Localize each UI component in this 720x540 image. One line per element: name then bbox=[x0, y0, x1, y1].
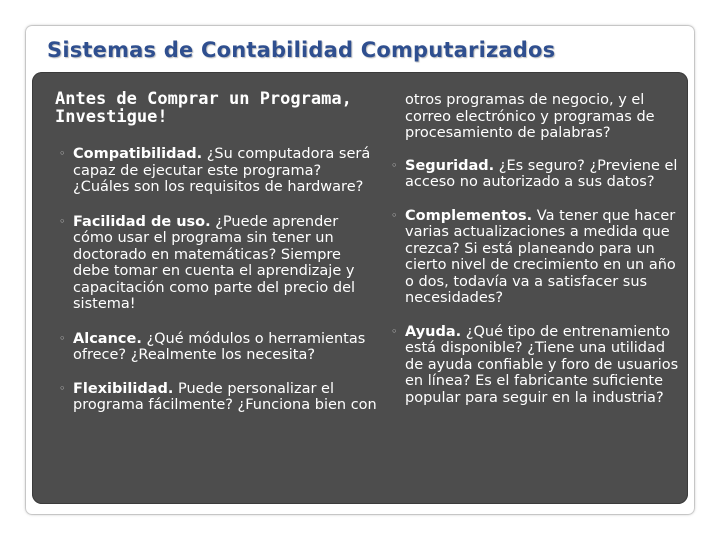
item-term: Flexibilidad. bbox=[73, 380, 174, 397]
bullet-icon: ◦ bbox=[391, 208, 398, 222]
left-column bbox=[55, 90, 380, 414]
item-text: Puede personalizar el programa fácilmente? ¿Funciona bien con bbox=[73, 380, 377, 413]
bullet-icon: ◦ bbox=[391, 158, 398, 172]
list-item-alcance bbox=[55, 331, 380, 364]
bullet-icon: ◦ bbox=[391, 324, 398, 338]
item-text: ¿Qué módulos o herramientas ofrece? ¿Realmente los necesita? bbox=[73, 330, 366, 363]
slide-title: Sistemas de Contabilidad Computarizados bbox=[47, 38, 556, 62]
content-panel bbox=[32, 72, 688, 504]
list-item-complementos bbox=[387, 208, 687, 307]
item-text: Va tener que hacer varias actualizaciones a medida que crezca? Si está planeando para un cierto nivel de crecimiento en un año o dos, todavía va a satisfacer sus necesidades? bbox=[405, 207, 676, 306]
bullet-icon: ◦ bbox=[59, 381, 66, 395]
list-item-ayuda bbox=[387, 324, 687, 407]
list-item-flexibilidad bbox=[55, 381, 380, 414]
item-term: Alcance. bbox=[73, 330, 142, 347]
list-item-facilidad bbox=[55, 214, 380, 313]
list-item-seguridad bbox=[387, 158, 687, 191]
item-term: Compatibilidad. bbox=[73, 146, 203, 162]
bullet-icon: ◦ bbox=[59, 147, 66, 160]
item-term: Ayuda. bbox=[405, 323, 462, 340]
item-text: ¿Es seguro? ¿Previene el acceso no autorizado a sus datos? bbox=[405, 157, 678, 190]
list-item-compatibilidad bbox=[55, 146, 380, 196]
right-column bbox=[387, 92, 687, 406]
item-text: ¿Su computadora será capaz de ejecutar este programa? ¿Cuáles son los requisitos de hardware? bbox=[73, 146, 371, 195]
item-text: ¿Qué tipo de entrenamiento está disponible? ¿Tiene una utilidad de ayuda confiable y foro de usuarios en línea? Es el fabricante suficiente popular para seguir en la industria? bbox=[405, 323, 679, 406]
bullet-icon: ◦ bbox=[59, 214, 66, 228]
section-heading: Antes de Comprar un Programa, Investigue! bbox=[55, 89, 352, 127]
bullet-icon: ◦ bbox=[59, 331, 66, 345]
item-term: Complementos. bbox=[405, 207, 533, 224]
item-continuation: otros programas de negocio, y el correo electrónico y programas de procesamiento de palabras? bbox=[405, 92, 655, 141]
item-term: Seguridad. bbox=[405, 157, 495, 174]
item-term: Facilidad de uso. bbox=[73, 213, 211, 230]
item-text: ¿Puede aprender cómo usar el programa sin tener un doctorado en matemáticas? Siempre debe tomar en cuenta el aprendizaje y capacitación como parte del precio del sistema! bbox=[73, 213, 356, 312]
